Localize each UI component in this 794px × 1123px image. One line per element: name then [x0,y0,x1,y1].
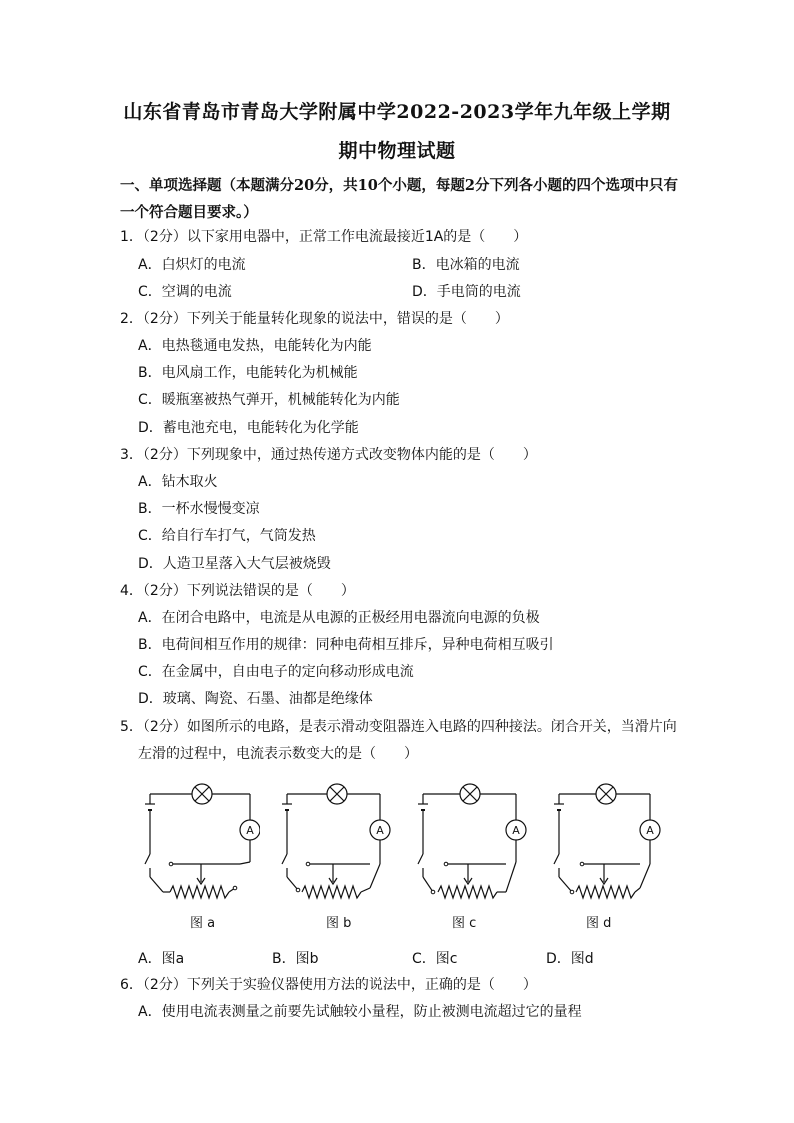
question-5-stem-line1: 5．（2分）如图所示的电路，是表示滑动变阻器连入电路的四种接法。闭合开关，当滑片向 [120,719,677,735]
question-5-option-d: D．图d [546,951,594,967]
question-3-stem: 3．（2分）下列现象中，通过热传递方式改变物体内能的是（ ） [120,447,537,463]
question-5-option-c: C．图c [412,951,458,967]
question-3-option-b: B．一杯水慢慢变凉 [138,501,260,517]
ammeter-label-c: A [512,824,520,837]
question-3-option-c: C．给自行车打气，气筒发热 [138,528,316,544]
question-6-option-a: A．使用电流表测量之前要先试触较小量程，防止被测电流超过它的量程 [138,1004,582,1020]
circuit-diagram-a-icon [135,782,260,912]
figure-b-caption: 图 b [326,916,352,931]
circuit-diagram-c-icon [408,782,533,912]
question-1-option-a: A．白炽灯的电流 [138,257,246,273]
question-4-stem: 4．（2分）下列说法错误的是（ ） [120,583,355,599]
ammeter-label-a: A [246,824,254,837]
circuit-diagram-d-icon [544,782,669,912]
figure-d-caption: 图 d [586,916,612,931]
section-heading: 一、单项选择题（本题满分20分，共10个小题，每题2分下列各小题的四个选项中只有一个符合题目要求。） [120,177,678,221]
question-2-option-c: C．暖瓶塞被热气弹开，机械能转化为内能 [138,392,400,408]
question-2-option-b: B．电风扇工作，电能转化为机械能 [138,365,358,381]
question-4-option-d: D．玻璃、陶瓷、石墨、油都是绝缘体 [138,691,373,707]
question-4-option-a: A．在闭合电路中，电流是从电源的正极经用电器流向电源的负极 [138,610,540,626]
circuit-figure-a [135,782,260,932]
exam-title-line2: 期中物理试题 [338,140,456,162]
question-1-option-b: B．电冰箱的电流 [412,257,520,273]
question-1-option-d: D．手电筒的电流 [412,284,521,300]
circuit-figure-d [544,782,669,932]
question-2-option-d: D．蓄电池充电，电能转化为化学能 [138,420,359,436]
ammeter-label-b: A [376,824,384,837]
question-3-option-a: A．钻木取火 [138,474,218,490]
circuit-figure-b [272,782,397,932]
question-4-option-c: C．在金属中，自由电子的定向移动形成电流 [138,664,414,680]
question-5-option-b: B．图b [272,951,319,967]
circuit-diagram-b-icon [272,782,397,912]
question-3-option-d: D．人造卫星落入大气层被烧毁 [138,556,331,572]
ammeter-label-d: A [646,824,654,837]
figure-c-caption: 图 c [452,916,477,931]
circuit-figure-c [408,782,533,932]
question-2-stem: 2．（2分）下列关于能量转化现象的说法中，错误的是（ ） [120,311,509,327]
question-4-option-b: B．电荷间相互作用的规律：同种电荷相互排斥，异种电荷相互吸引 [138,637,554,653]
question-6-stem: 6．（2分）下列关于实验仪器使用方法的说法中，正确的是（ ） [120,977,537,993]
question-5-option-a: A．图a [138,951,185,967]
question-5-stem-line2: 左滑的过程中，电流表示数变大的是（ ） [138,746,418,762]
exam-title-line1: 山东省青岛市青岛大学附属中学2022-2023学年九年级上学期 [123,101,671,123]
question-1-stem: 1．（2分）以下家用电器中，正常工作电流最接近1A的是（ ） [120,229,528,245]
question-2-option-a: A．电热毯通电发热，电能转化为内能 [138,338,372,354]
figure-a-caption: 图 a [190,916,216,931]
question-1-option-c: C．空调的电流 [138,284,232,300]
